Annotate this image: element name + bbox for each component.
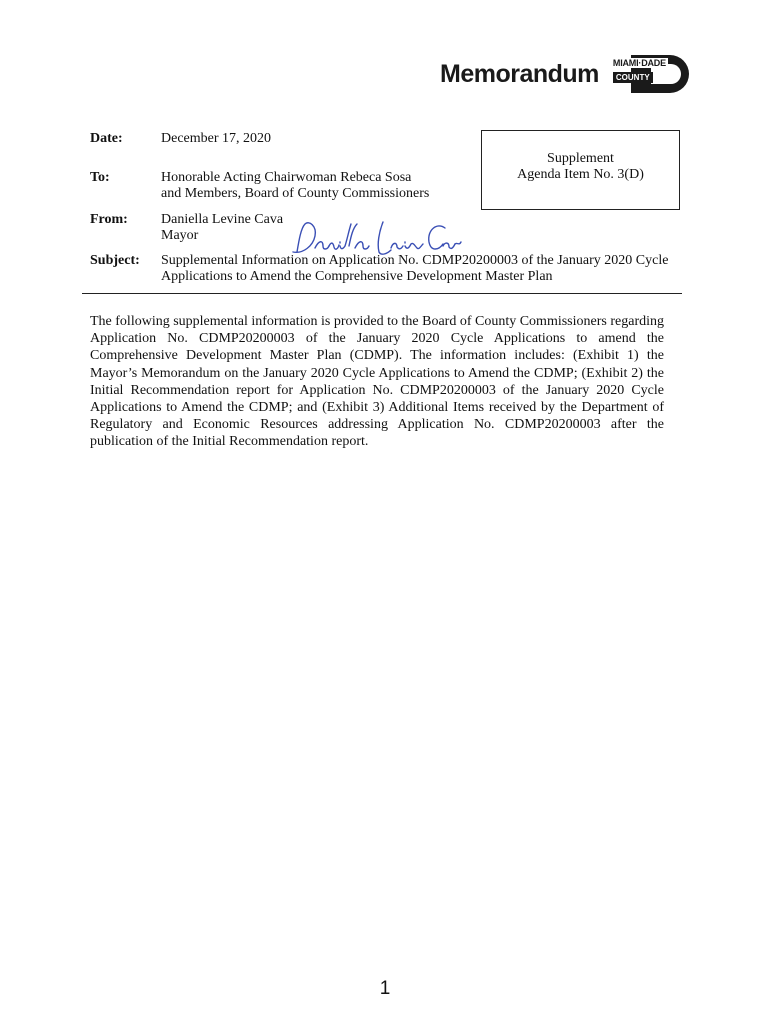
date-label: Date:	[90, 131, 123, 146]
agenda-box-line-1: Supplement	[547, 151, 614, 166]
subject-label: Subject:	[90, 253, 140, 268]
subject-line-2: Applications to Amend the Comprehensive Development Master Plan	[161, 269, 553, 284]
mayor-signature	[287, 216, 467, 260]
from-line-1: Daniella Levine Cava	[161, 212, 284, 227]
to-label: To:	[90, 170, 110, 185]
from-label: From:	[90, 212, 128, 227]
page-number: 1	[379, 978, 391, 999]
agenda-item-box	[481, 130, 680, 210]
date-value	[161, 131, 271, 147]
masthead	[440, 55, 689, 93]
logo-text-top: MIAMI·DADE	[612, 58, 666, 68]
body-paragraph: The following supplemental information is provided to the Board of County Commissioners regarding Application No. CDMP20200003 of the January 2020 Cycle Applications to amend the Comprehensive Development Master Plan (CDMP). The information includes: (Exhibit 1) the Mayor’s Memorandum on the January 2020 Cycle Applications to Amend the CDMP; (Exhibit 2) the Initial Recommendation report for Application No. CDMP20200003 of the January 2020 Cycle Applications to Amend the CDMP; and (Exhibit 3) Additional Items received by the Department of Regulatory and Economic Resources addressing Application No. CDMP20200003 after the publication of the Initial Recommendation report.	[90, 314, 664, 450]
date-text: December 17, 2020	[161, 131, 272, 146]
miami-dade-county-logo	[611, 55, 689, 93]
logo-text-bottom: COUNTY	[613, 72, 653, 83]
from-line-2: Mayor	[161, 228, 199, 243]
agenda-box-line-2: Agenda Item No. 3(D)	[517, 167, 644, 182]
from-value	[161, 212, 283, 244]
to-line-2: and Members, Board of County Commissioners	[161, 186, 430, 201]
header-divider	[82, 293, 682, 294]
subject-line-1: Supplemental Information on Application No. CDMP20200003 of the January 2020 Cycle	[161, 253, 669, 268]
to-value	[161, 170, 429, 202]
memo-title: Memorandum	[440, 59, 599, 88]
to-line-1: Honorable Acting Chairwoman Rebeca Sosa	[161, 170, 412, 185]
